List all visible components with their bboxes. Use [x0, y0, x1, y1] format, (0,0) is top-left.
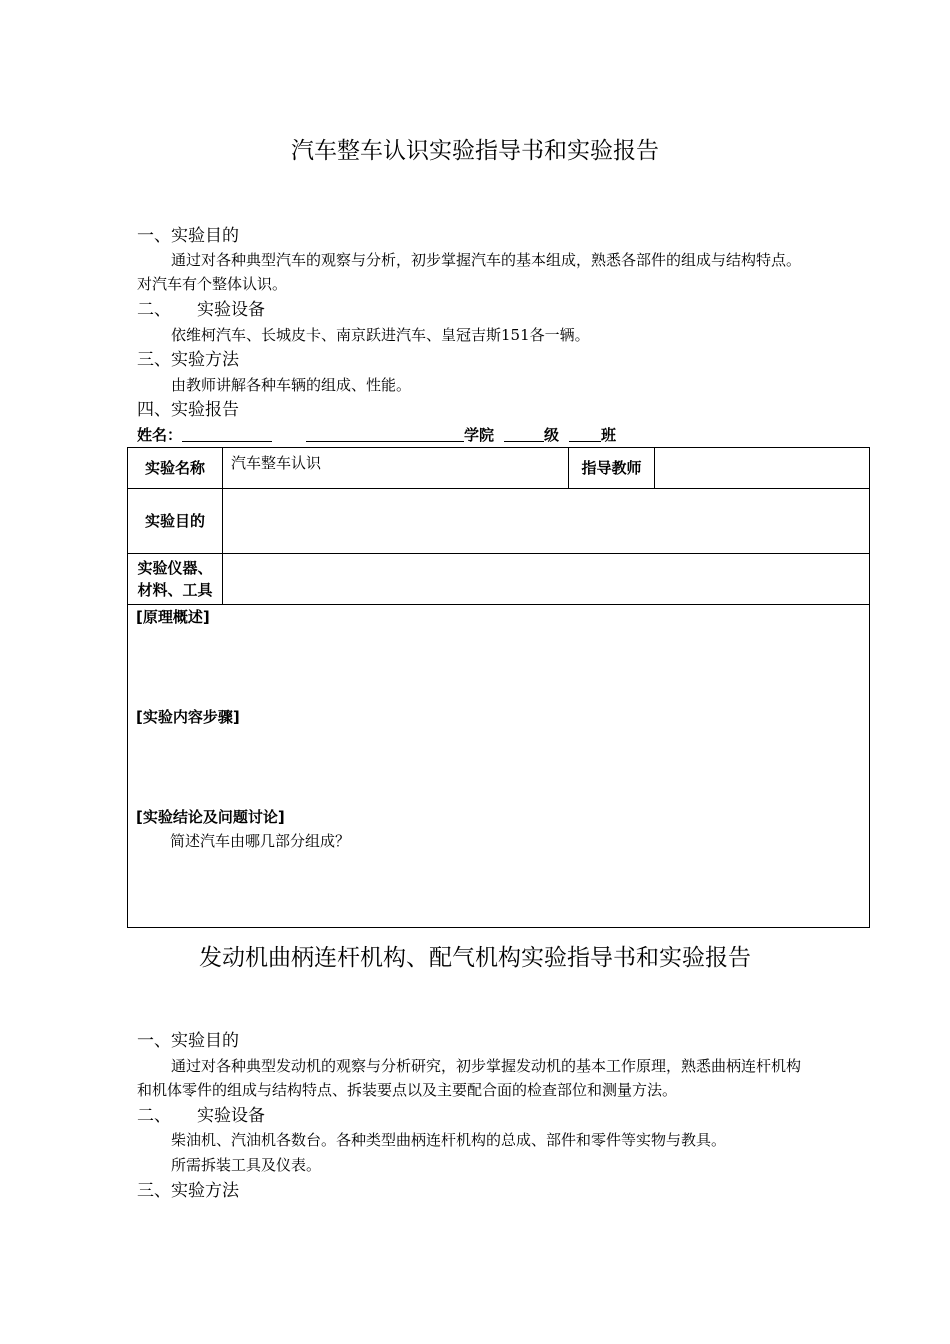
doc2-title: 发动机曲柄连杆机构、配气机构实验指导书和实验报告	[199, 945, 751, 971]
steps-label: [实验内容步骤]	[136, 708, 240, 726]
grade-label: 级	[544, 426, 560, 444]
doc1-equip-heading	[137, 299, 265, 321]
purpose-value-cell[interactable]	[223, 489, 870, 554]
doc2-equip-heading	[137, 1105, 265, 1127]
doc2-purpose-line2: 和机体零件的组成与结构特点、拆装要点以及主要配合面的检查部位和测量方法。	[137, 1081, 678, 1099]
doc2-purpose-heading: 一、实验目的	[137, 1031, 239, 1051]
table-row	[128, 554, 870, 605]
instruments-label-line1: 实验仪器、	[137, 559, 213, 577]
grade-blank[interactable]	[504, 425, 544, 442]
college-label: 学院	[464, 426, 495, 444]
class-blank[interactable]	[569, 425, 601, 442]
doc1-method-text: 由教师讲解各种车辆的组成、性能。	[171, 376, 412, 394]
doc1-method-heading: 三、实验方法	[137, 350, 239, 370]
instruments-label	[128, 554, 223, 605]
class-label: 班	[601, 426, 617, 444]
student-info-line	[137, 424, 616, 445]
teacher-label: 指导教师	[569, 448, 655, 489]
doc2-equip-line1: 柴油机、汽油机各数台。各种类型曲柄连杆机构的总成、部件和零件等实物与教具。	[171, 1131, 727, 1149]
purpose-label: 实验目的	[128, 489, 223, 554]
table-row	[128, 489, 870, 554]
name-label: 姓名：	[137, 426, 183, 444]
doc2-purpose-line1: 通过对各种典型发动机的观察与分析研究，初步掌握发动机的基本工作原理，熟悉曲柄连杆机构	[171, 1057, 802, 1075]
report-body-cell[interactable]	[128, 605, 870, 928]
doc1-purpose-heading: 一、实验目的	[137, 226, 239, 246]
principle-label: [原理概述]	[136, 608, 210, 626]
doc1-equip-heading-text: 实验设备	[197, 300, 265, 320]
exp-name-value[interactable]: 汽车整车认识	[223, 448, 569, 489]
teacher-value-cell[interactable]	[655, 448, 870, 489]
name-blank[interactable]	[182, 425, 272, 442]
table-row	[128, 448, 870, 489]
conclusion-label: [实验结论及问题讨论]	[136, 808, 285, 826]
doc1-purpose-line1: 通过对各种典型汽车的观察与分析，初步掌握汽车的基本组成，熟悉各部件的组成与结构特点。	[171, 251, 802, 269]
doc1-equip-text: 依维柯汽车、长城皮卡、南京跃进汽车、皇冠吉斯151各一辆。	[171, 326, 590, 344]
exp-name-label: 实验名称	[128, 448, 223, 489]
doc2-equip-heading-text: 实验设备	[197, 1106, 265, 1126]
doc1-purpose-line2: 对汽车有个整体认识。	[137, 275, 288, 293]
report-table	[127, 447, 870, 928]
doc2-equip-heading-num: 二、	[137, 1106, 171, 1126]
doc2-equip-line2: 所需拆装工具及仪表。	[171, 1156, 322, 1174]
instruments-label-line2: 材料、工具	[137, 581, 213, 599]
doc1-equip-heading-num: 二、	[137, 300, 171, 320]
doc1-report-heading: 四、实验报告	[137, 400, 239, 420]
doc2-method-heading: 三、实验方法	[137, 1181, 239, 1201]
college-blank[interactable]	[306, 425, 464, 442]
doc1-title: 汽车整车认识实验指导书和实验报告	[291, 138, 659, 164]
instruments-value-cell[interactable]	[223, 554, 870, 605]
conclusion-question: 简述汽车由哪几部分组成？	[170, 832, 351, 850]
table-row	[128, 605, 870, 928]
